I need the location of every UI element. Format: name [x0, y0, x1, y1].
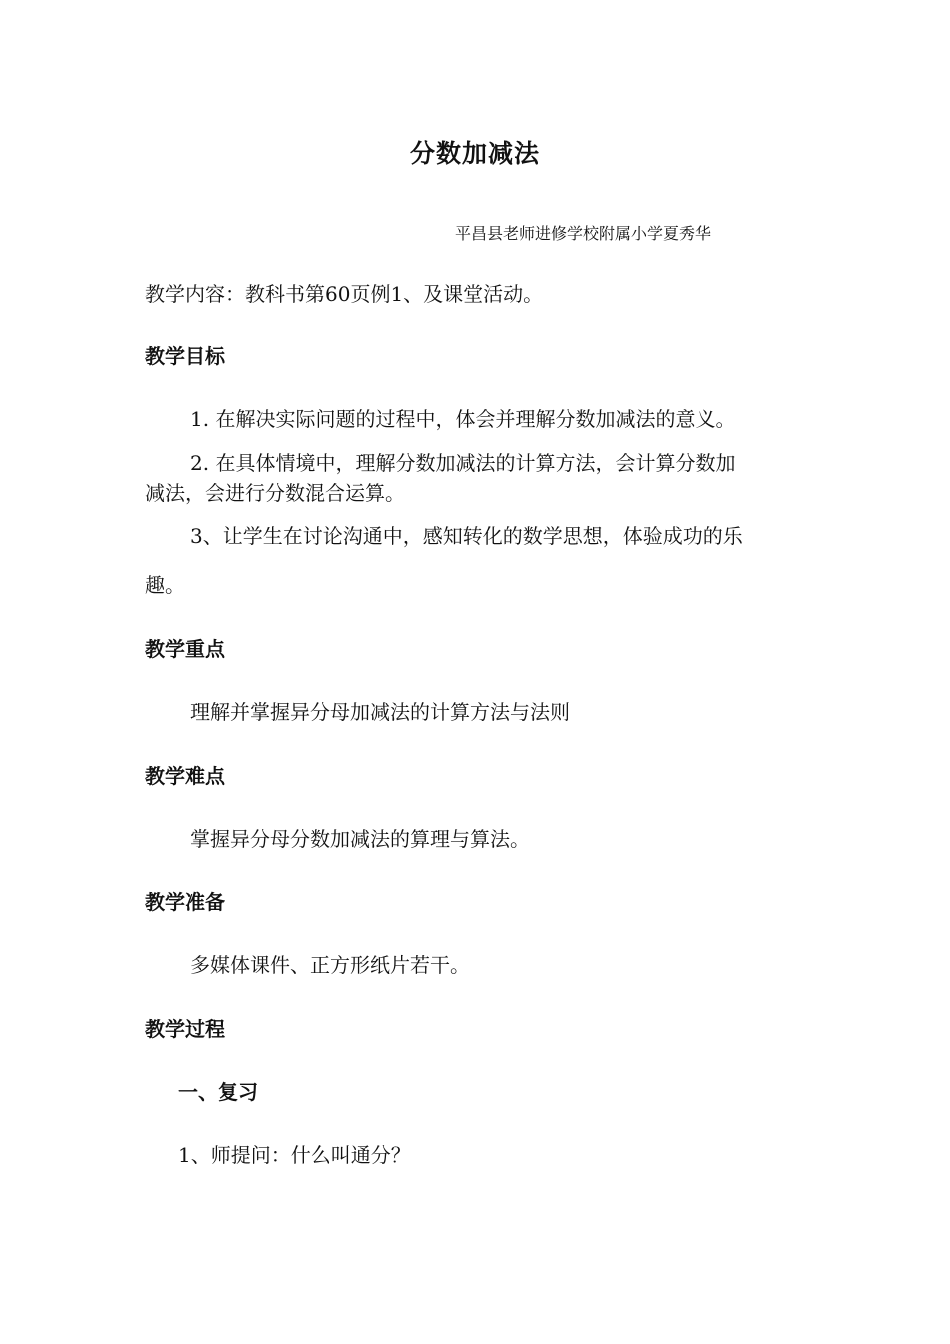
teaching-content-line: 教学内容：教科书第60页例1、及课堂活动。 [145, 282, 544, 306]
review-step-1: 1、师提问：什么叫通分？ [178, 1143, 411, 1167]
objective-item-2-line-2: 减法，会进行分数混合运算。 [145, 481, 405, 505]
difficulties-heading: 教学难点 [145, 764, 225, 788]
author-line: 平昌县老师进修学校附属小学夏秀华 [455, 224, 712, 243]
document-title: 分数加减法 [409, 139, 540, 168]
objective-item-3-line-1: 3、让学生在讨论沟通中，感知转化的数学思想，体验成功的乐 [190, 524, 743, 548]
key-points-text: 理解并掌握异分母加减法的计算方法与法则 [190, 700, 570, 724]
objectives-heading: 教学目标 [145, 344, 225, 368]
review-section-heading: 一、复习 [178, 1080, 258, 1104]
difficulties-text: 掌握异分母分数加减法的算理与算法。 [190, 827, 530, 851]
preparation-heading: 教学准备 [145, 890, 225, 914]
key-points-heading: 教学重点 [145, 637, 225, 661]
objective-item-3-line-2: 趣。 [145, 573, 185, 597]
process-heading: 教学过程 [145, 1017, 225, 1041]
preparation-text: 多媒体课件、正方形纸片若干。 [190, 953, 470, 977]
objective-item-2-line-1: 2. 在具体情境中，理解分数加减法的计算方法，会计算分数加 [190, 451, 736, 475]
objective-item-1: 1. 在解决实际问题的过程中，体会并理解分数加减法的意义。 [190, 407, 736, 431]
